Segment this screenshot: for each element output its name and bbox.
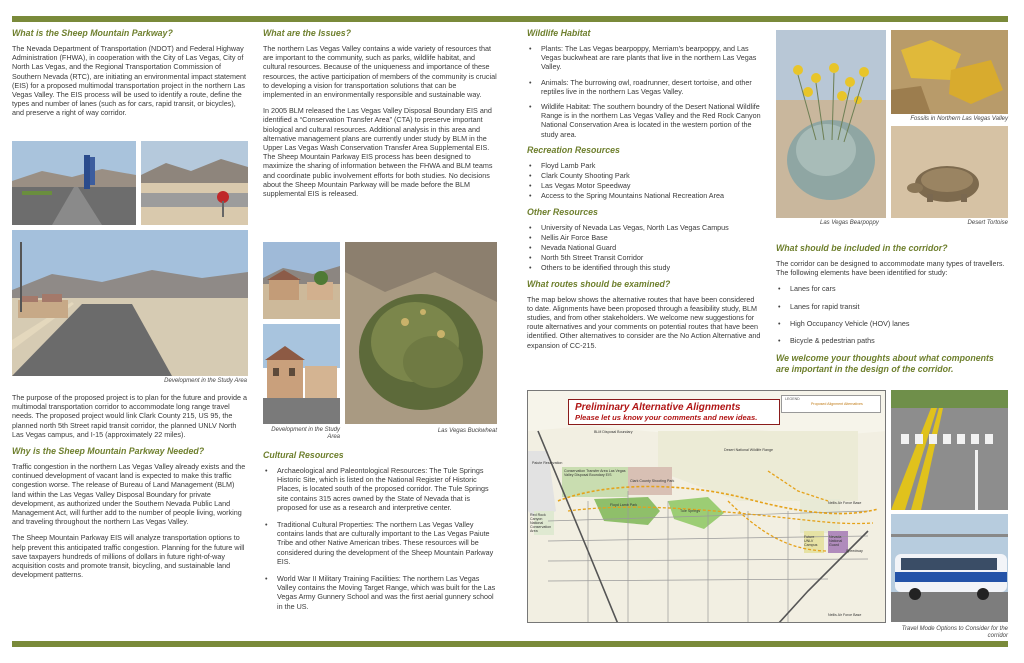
list-item: • Archaeological and Paleontological Resources: The Tule Springs Historic Site, which is listed on the National Register of Historic Places, is located south of the proposed corridor. The Tule Springs site contains 315 acres owned by the State of Nevada that is proposed for use as a research and interpretive center.: [263, 466, 498, 512]
caption-development-area: Development in the Study Area: [164, 378, 247, 384]
map-label-dnwr: Desert National Wildlife Range: [724, 448, 773, 452]
paragraph-corridor: The corridor can be designed to accommodate many types of travellers. The following elements have been identified for study:: [776, 259, 1005, 278]
paragraph-issues: The northern Las Vegas Valley contains a wide variety of resources that are important to the community, such as parks, wildlife habitat, and cultural resources. Because of the uniqueness and importance of these resources, the active participation of members of the community is crucial to developing a vision for transportation solutions that can be implemented in an environmentally responsible and sustainable way.: [263, 44, 497, 100]
heading-what-is-parkway: What is the Sheep Mountain Parkway?: [12, 28, 173, 38]
paragraph-what-is-parkway: The Nevada Department of Transportation (NDOT) and Federal Highway Administration (FHWA), in cooperation with the City of Las Vegas, City of North Las Vegas, and the Regional Transportation Commission of Southern Nevada (RTC), are initiating an environmental impact statement (EIS) for a proposed multimodal transportation project in the northern Las Vegas Valley. The EIS process will be used to identify a route, define the types and number of lanes (such as for cars, rapid transit, or bicycles), and preserve a right of way corridor.: [12, 44, 246, 118]
caption-travel-modes: Travel Mode Options to Consider for the corridor: [901, 626, 1008, 639]
list-item: • Nevada National Guard: [527, 243, 761, 252]
list-item: • Lanes for cars: [776, 284, 1008, 293]
heading-why-needed: Why is the Sheep Mountain Parkway Needed?: [12, 446, 205, 457]
map-label-blm: BLM Disposal Boundary: [594, 430, 633, 434]
photo-houses-2: [263, 324, 340, 424]
list-item: • Las Vegas Motor Speedway: [527, 181, 761, 190]
welcome-statement: We welcome your thoughts about what components are important in the design of the corridor.: [776, 353, 994, 375]
paragraph-blm: In 2005 BLM released the Las Vegas Valley Disposal Boundary EIS and identified a “Conservation Transfer Area” (CTA) to preserve important biological and cultural resources. Additional analysis in this area and alternative management plans are currently under study by BLM in the Upper Las Vegas Wash Conservation Transfer Area Supplemental EIS. The Sheep Mountain Parkway EIS process has been designed to maximize the sharing of information between the FHWA and BLM teams and coordinate public involvement efforts for both studies. No decisions about the Sheep Mountain Parkway will be made before the BLM supplemental EIS is released.: [263, 106, 493, 199]
list-item: • Plants: The Las Vegas bearpoppy, Merriam’s bearpoppy, and Las Vegas buckwheat are rare plants that live in the northern Las Vegas Valley.: [527, 44, 761, 72]
list-item: • Bicycle & pedestrian paths: [776, 336, 1008, 345]
map-label-unlv: Future UNLV Campus: [804, 535, 818, 547]
wildlife-list: [527, 44, 761, 139]
map-label-shooting: Clark County Shooting Park: [630, 479, 675, 483]
paragraph-routes: The map below shows the alternative routes that have been considered to date. Alignments have been proposed through a feasibility study, BLM studies, and from other stakeholders. We welcome new suggestions for route alternatives and your comments on potential routes that have been identified. Other alternatives to consider are the No Action Alternative and expansion of CC-215.: [527, 294, 761, 350]
list-item: • Access to the Spring Mountains National Recreation Area: [527, 191, 761, 200]
list-item: • University of Nevada Las Vegas, North Las Vegas Campus: [527, 223, 761, 232]
list-item: • High Occupancy Vehicle (HOV) lanes: [776, 319, 1008, 328]
list-item: • Clark County Shooting Park: [527, 171, 761, 180]
caption-fossils: Fossils in Northern Las Vegas Valley: [910, 116, 1008, 122]
column-issues: [263, 28, 498, 205]
map-label-redrock: Red Rock Canyon National Conservation Area: [530, 513, 552, 533]
photo-houses-1: [263, 242, 340, 319]
photo-bike-lane: [891, 390, 1008, 510]
photo-las-vegas-buckwheat: [345, 242, 497, 424]
paragraph-purpose: The purpose of the proposed project is to plan for the future and provide a multimodal transportation corridor to accommodate long range travel needs. The proposed project would link Clark County 215, US 95, the planned north 5th Street rapid transit corridor, the planned UNLV North Las Vegas campus, and I-15 (approximately 22 miles).: [12, 393, 247, 439]
list-item: • World War II Military Training Facilities: The northern Las Vegas Valley contains the Moving Target Range, which was built for the Las Vegas Army Gunnery School and was the first aerial gunnery school in the US.: [263, 574, 498, 611]
heading-routes: What routes should be examined?: [527, 278, 671, 289]
photo-development-study-area: [12, 230, 248, 376]
map-label-floyd: Floyd Lamb Park: [610, 503, 638, 507]
heading-cultural-resources: Cultural Resources: [263, 450, 344, 460]
map-label-speedway: Speedway: [846, 549, 863, 553]
paragraph-eis-analysis: The Sheep Mountain Parkway EIS will analyze transportation options to help prevent this anticipated traffic congestion. Planning for the future will save taxpayers hundreds of millions of dollars in future right-of-way acquisition costs and promote transit, bicycling, and sustainable land development patterns.: [12, 533, 245, 580]
map-legend: [781, 395, 881, 413]
heading-other-resources: Other Resources: [527, 206, 598, 217]
caption-buckwheat: Las Vegas Buckwheat: [437, 428, 497, 434]
photo-fossils: [891, 30, 1008, 114]
map-label-paiute: Paiute Reservation: [532, 461, 563, 465]
map-label-nellis: Nellis Air Force Base: [828, 501, 862, 505]
list-item: • North 5th Street Transit Corridor: [527, 253, 761, 262]
list-item: • Nellis Air Force Base: [527, 233, 761, 242]
map-title: Preliminary Alternative Alignments: [575, 402, 741, 413]
photo-construction-signs: [141, 141, 248, 225]
list-item: • Others to be identified through this study: [527, 263, 761, 272]
legend-title: LEGEND: [785, 397, 800, 401]
map-label-cta: Conservation Transfer Area Las Vegas Valley Disposal Boundary EIS: [564, 469, 626, 477]
list-item: • Traditional Cultural Properties: The northern Las Vegas Valley contains lands that are culturally important to the Las Vegas Paiute Tribe and other Native American tribes. These resources will be considered during the development of the Sheep Mountain Parkway EIS.: [263, 520, 498, 566]
map-subtitle: Please let us know your comments and new ideas.: [575, 413, 758, 422]
other-resources-list: [527, 223, 761, 273]
photo-desert-tortoise: [891, 126, 1008, 218]
legend-item: Proposed Alignment Alternatives: [811, 402, 863, 406]
bottom-rule: [12, 641, 1008, 647]
caption-bearpoppy: Las Vegas Bearpoppy: [820, 220, 879, 226]
column-corridor: [776, 243, 1008, 375]
photo-bearpoppy: [776, 30, 886, 218]
caption-tortoise: Desert Tortoise: [967, 220, 1008, 226]
cultural-resources-list: [263, 466, 498, 611]
caption-development-study-area: Development in the Study Area: [271, 427, 340, 440]
heading-issues: What are the Issues?: [263, 28, 351, 38]
heading-recreation-resources: Recreation Resources: [527, 144, 620, 155]
top-rule: [12, 16, 1008, 22]
recreation-list: [527, 161, 761, 201]
heading-corridor: What should be included in the corridor?: [776, 243, 948, 253]
map-title-box: [568, 399, 780, 425]
column-sheep-mountain: [12, 28, 248, 125]
list-item: • Wildlife Habitat: The southern boundry of the Desert National Wildlife Range is in the northern Las Vegas Valley and the Red Rock Canyon National Conservation Area is located in the western portion of the study area.: [527, 102, 761, 139]
map-graphic: [528, 391, 886, 623]
photo-transit-bus: [891, 514, 1008, 622]
map-label-guard: Nevada National Guard: [829, 535, 843, 547]
column-purpose: [12, 393, 248, 586]
list-item: • Animals: The burrowing owl, roadrunner, desert tortoise, and other reptiles live in the northern Las Vegas Valley.: [527, 78, 761, 96]
paragraph-why-needed: Traffic congestion in the northern Las Vegas Valley already exists and the continued development of vacant land is expected to make this traffic congestion worse. The release of Bureau of Land Management (BLM) land within the Las Vegas Valley Disposal Boundary for private development, as authorized under the Southern Nevada Public Land Management Act, will further add to the number of people living, working and traveling throughout the northern Las Vegas Valley.: [12, 462, 246, 527]
alignment-map: [527, 390, 886, 623]
column-resources: [527, 28, 761, 357]
map-label-tule: Tule Springs: [680, 509, 701, 513]
photo-highway-signs: [12, 141, 136, 225]
corridor-elements-list: [776, 284, 1008, 345]
list-item: • Floyd Lamb Park: [527, 161, 761, 170]
map-label-nellis-south: Nellis Air Force Base: [828, 613, 862, 617]
list-item: • Lanes for rapid transit: [776, 302, 1008, 311]
column-cultural: [263, 450, 498, 619]
heading-wildlife-habitat: Wildlife Habitat: [527, 28, 591, 38]
